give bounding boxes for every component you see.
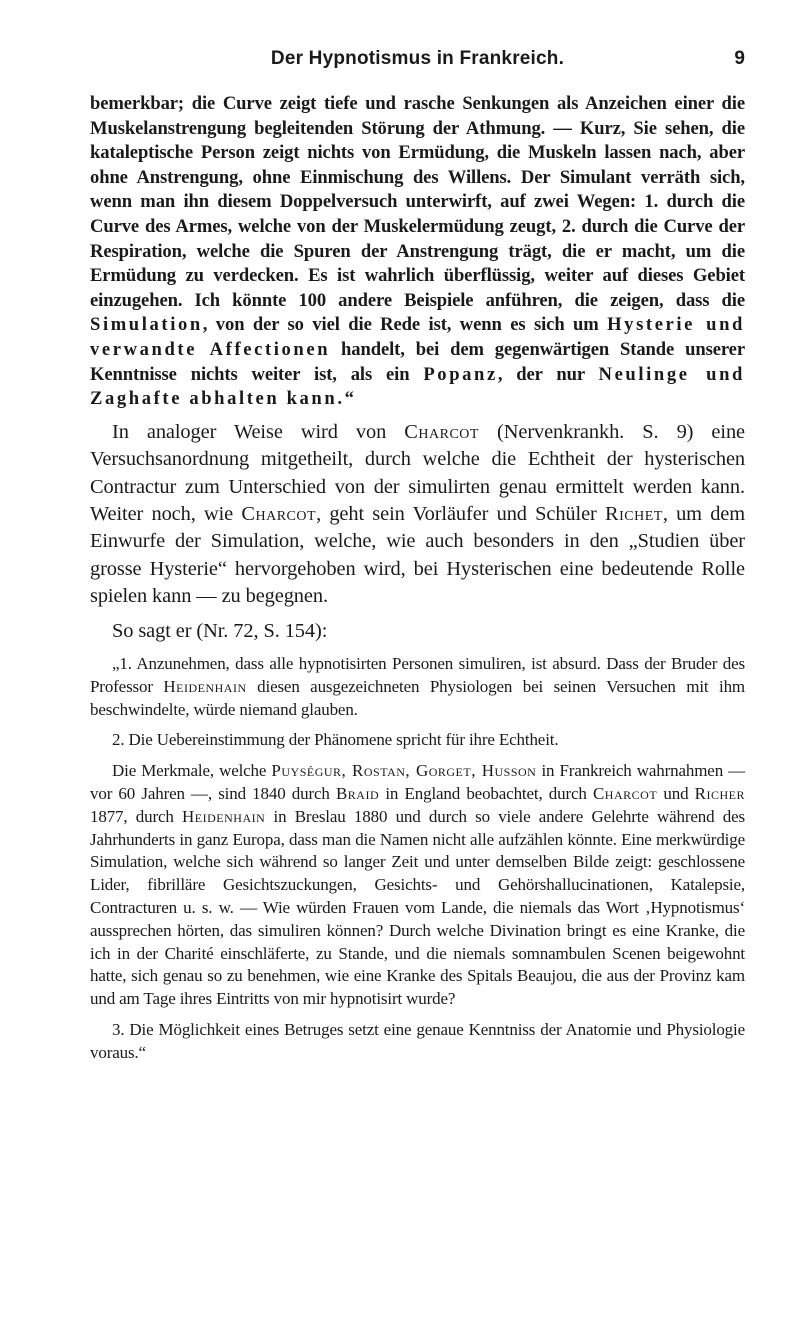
paragraph-merkmale xyxy=(90,760,745,1011)
paragraph-point-3: 3. Die Möglichkeit eines Betruges setzt eine genaue Kenntniss der Anatomie und Physiologie voraus.“ xyxy=(90,1019,745,1062)
paragraph-point-1 xyxy=(90,653,745,721)
text-run: in Frankreich wahrnahmen — vor 60 Jahren —, sind 1840 durch xyxy=(90,761,745,803)
text-run: “ xyxy=(344,388,354,410)
emphasis-neulinge: Neulinge und Zaghafte abhalten kann. xyxy=(90,363,745,410)
text-run: In analoger Weise wird von xyxy=(112,420,405,443)
text-run: diesen ausgezeichneten Physiologen bei seinen Versuchen mit ihm beschwindelte, würde niemand glauben. xyxy=(90,676,745,719)
text-run: Die Merkmale, welche xyxy=(112,761,272,781)
emphasis-simulation: Simulation xyxy=(90,314,203,336)
author-name: Richet xyxy=(605,502,663,525)
text-run: bemerkbar; die Curve zeigt tiefe und rasche Senkungen als Anzeichen einer die Muskelanstrengung begleitenden Störung der Athmung. — Kurz, Sie sehen, die kataleptische Person zeigt nichts von Ermüdung, die Muskeln lassen nach, aber ohne Anstrengung, ohne Einmischung des Willens. Der Simulant verräth sich, wenn man ihn diesem Doppelversuch unterwirft, auf zwei Wegen: 1. durch die Curve des Armes, welche von der Muskelermüdung zeugt, 2. durch die Curve der Respiration, welche die Spuren der Anstrengung trägt, die er macht, um die Ermüdung zu verdecken. Es ist wahrlich überflüssig, weiter auf dieses Gebiet einzugehen. Ich könnte 100 andere Beispiele anführen, die zeigen, dass die xyxy=(90,93,745,311)
text-run: (Nervenkrankh. S. 9) eine Versuchsanordnung mitgetheilt, durch welche die Echtheit der hysterischen Contractur zum Unterschied von der simulirten genau ermittelt werden kann. Weiter noch, wie xyxy=(90,420,745,525)
running-title: Der Hypnotismus in Frankreich. xyxy=(270,48,565,69)
author-name: Charcot xyxy=(592,783,658,803)
paragraph-point-2: 2. Die Uebereinstimmung der Phänomene spricht für ihre Echtheit. xyxy=(112,730,559,750)
paragraph-charcot xyxy=(90,419,745,611)
text-run: 1877, durch xyxy=(90,806,183,826)
author-name: Charcot xyxy=(404,420,479,443)
text-run: in Breslau 1880 und durch so viele andere Gelehrte während des Jahrhunderts in ganz Europa, dass man die Namen nicht alle aufzählen könnte. Eine merkwürdige Simulation, welche sich während so langer Zeit und unter demselben Bilde zeigt: geschlossene Lider, fibrilläre Gesichtszuckungen, Gesichts- und Gehörshallucinationen, Katalepsie, Contracturen u. s. w. — Wie würden Frauen vom Lande, die niemals das Wort ‚Hypnotismus‘ aussprechen hörten, das simuliren können? Durch welche Divination bringt es eine Kranke, die ich in der Charité einschläferte, zu Stande, und die niemals somnambulen Scenen beigewohnt hatte, sich genau so zu benehmen, wie eine Kranke des Spitals Beaujou, die aus der Provinz kam und am Tage ihres Eintritts von mir hypnotisirt wurde? xyxy=(90,806,745,1009)
text-run: , geht sein Vorläufer und Schüler xyxy=(316,502,605,525)
author-name: Heidenhain xyxy=(163,676,247,696)
author-name: Richer xyxy=(694,783,745,803)
text-run: in England beobachtet, durch xyxy=(379,783,593,803)
paragraph-citation-intro: So sagt er (Nr. 72, S. 154): xyxy=(112,619,328,642)
text-run: , der nur xyxy=(497,363,599,385)
text-run: „1. Anzunehmen, dass alle hypnotisirten Personen simuliren, ist absurd. Dass der Bruder des Professor xyxy=(90,653,745,696)
emphasis-hysterie: Hysterie und verwandte Affectionen xyxy=(90,314,745,360)
paragraph-quote-continuation xyxy=(90,92,745,412)
author-name: Puységur, Rostan, Gorget, Husson xyxy=(271,761,537,781)
page-number: 9 xyxy=(734,48,745,69)
text-run: , von der so viel die Rede ist, wenn es sich um xyxy=(202,314,608,336)
text-run: , um dem Einwurfe der Simulation, welche, wie auch besonders in den „Studien über grosse Hysterie“ hervorgehoben wird, bei Hysterischen eine bedeutende Rolle spielen kann — zu begegnen. xyxy=(90,502,746,608)
author-name: Charcot xyxy=(241,502,317,525)
text-run: handelt, bei dem gegenwärtigen Stande unserer Kenntnisse nichts weiter ist, als ein xyxy=(90,338,745,385)
emphasis-popanz: Popanz xyxy=(423,363,498,385)
author-name: Heidenhain xyxy=(182,806,266,826)
author-name: Braid xyxy=(335,783,380,803)
text-run: und xyxy=(657,783,695,803)
page-header xyxy=(90,0,745,88)
page-body xyxy=(90,92,745,1065)
